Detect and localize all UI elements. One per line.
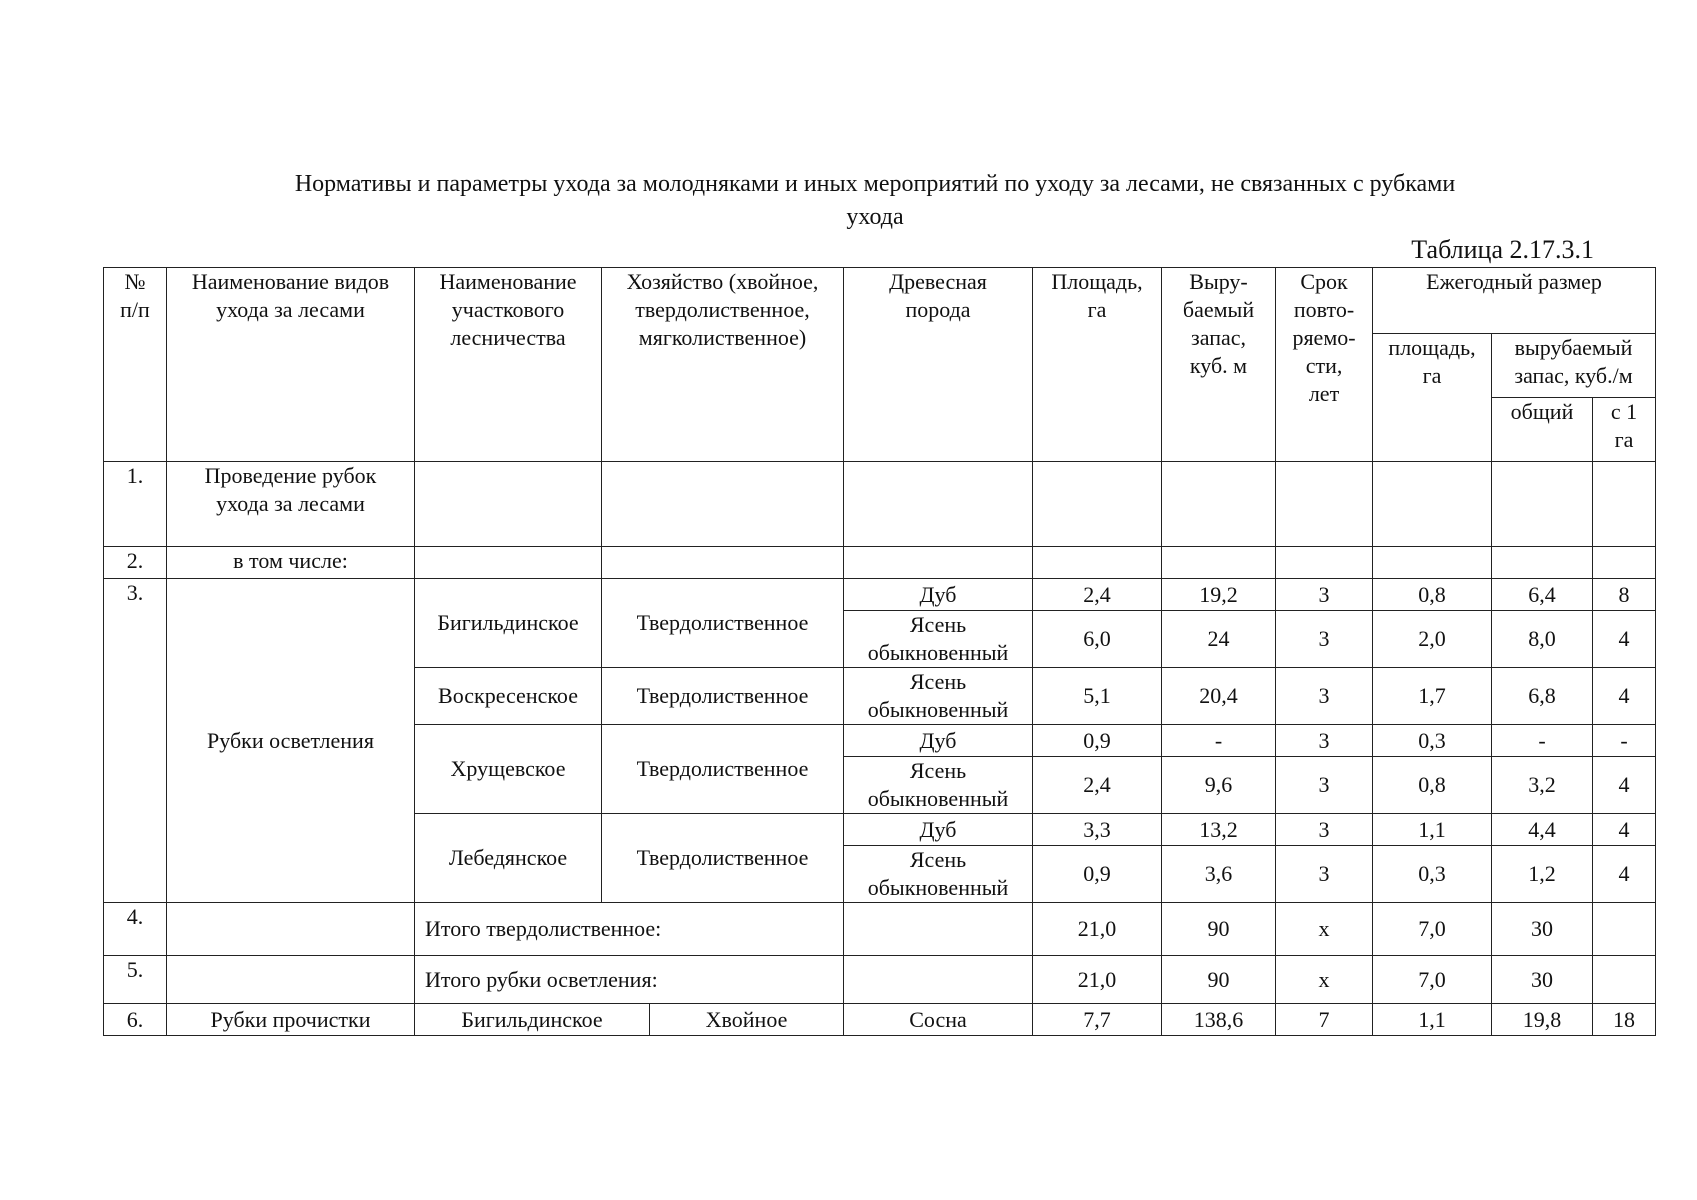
annual-total-cell: 4,4 xyxy=(1492,814,1593,846)
annual-area-cell: 2,0 xyxy=(1373,611,1492,668)
annual-per-ha-cell: 4 xyxy=(1593,668,1656,725)
stock-cell: 19,2 xyxy=(1162,579,1276,611)
area-cell: 3,3 xyxy=(1033,814,1162,846)
annual-area-cell: 0,8 xyxy=(1373,579,1492,611)
header-species: Древесная порода xyxy=(844,268,1033,462)
species-cell: Сосна xyxy=(844,1004,1033,1036)
annual-total-cell: 30 xyxy=(1492,903,1593,956)
stock-cell: 9,6 xyxy=(1162,757,1276,814)
row-num: 2. xyxy=(104,547,167,579)
header-stock: Выру- баемый запас, куб. м xyxy=(1162,268,1276,462)
annual-area-cell: 7,0 xyxy=(1373,903,1492,956)
species-cell: Ясень обыкновенный xyxy=(844,846,1033,903)
forest-care-table xyxy=(103,267,1656,1036)
annual-area-cell: 0,3 xyxy=(1373,725,1492,757)
row-num: 1. xyxy=(104,462,167,547)
header-forestry: Наименование участкового лесничества xyxy=(415,268,602,462)
header-row xyxy=(104,268,1656,334)
farm-cell: Твердолиственное xyxy=(602,668,844,725)
stock-cell: 138,6 xyxy=(1162,1004,1276,1036)
forestry-cell: Хрущевское xyxy=(415,725,602,814)
row-kind: Проведение рубок ухода за лесами xyxy=(167,462,415,547)
annual-total-cell: 30 xyxy=(1492,956,1593,1004)
table-caption: Таблица 2.17.3.1 xyxy=(1411,235,1594,264)
area-cell: 2,4 xyxy=(1033,757,1162,814)
annual-area-cell: 0,8 xyxy=(1373,757,1492,814)
forestry-cell: Воскресенское xyxy=(415,668,602,725)
annual-area-cell: 1,1 xyxy=(1373,814,1492,846)
area-cell: 7,7 xyxy=(1033,1004,1162,1036)
annual-total-cell: 19,8 xyxy=(1492,1004,1593,1036)
header-per-ha: с 1 га xyxy=(1593,398,1656,462)
species-cell: Ясень обыкновенный xyxy=(844,757,1033,814)
period-cell: 3 xyxy=(1276,668,1373,725)
stock-cell: 90 xyxy=(1162,956,1276,1004)
period-cell: x xyxy=(1276,903,1373,956)
total-label: Итого рубки осветления: xyxy=(415,956,844,1004)
table-row xyxy=(104,903,1656,956)
annual-per-ha-cell: 4 xyxy=(1593,611,1656,668)
row-num: 4. xyxy=(104,903,167,956)
period-cell: 3 xyxy=(1276,846,1373,903)
annual-total-cell: 6,4 xyxy=(1492,579,1593,611)
annual-per-ha-cell: 4 xyxy=(1593,814,1656,846)
species-cell: Дуб xyxy=(844,579,1033,611)
period-cell: 3 xyxy=(1276,579,1373,611)
species-cell: Ясень обыкновенный xyxy=(844,668,1033,725)
farm-cell: Твердолиственное xyxy=(602,814,844,903)
period-cell: 3 xyxy=(1276,611,1373,668)
annual-area-cell: 0,3 xyxy=(1373,846,1492,903)
annual-per-ha-cell: 4 xyxy=(1593,757,1656,814)
table-row xyxy=(104,956,1656,1004)
species-cell: Ясень обыкновенный xyxy=(844,611,1033,668)
stock-cell: 13,2 xyxy=(1162,814,1276,846)
forestry-cell: Бигильдинское xyxy=(415,1004,650,1036)
farm-cell: Твердолиственное xyxy=(602,725,844,814)
table-row xyxy=(104,547,1656,579)
annual-total-cell: 6,8 xyxy=(1492,668,1593,725)
period-cell: 3 xyxy=(1276,814,1373,846)
annual-per-ha-cell: 4 xyxy=(1593,846,1656,903)
area-cell: 6,0 xyxy=(1033,611,1162,668)
header-period: Срок повто- ряемо- сти, лет xyxy=(1276,268,1373,462)
period-cell: x xyxy=(1276,956,1373,1004)
header-annual-area: площадь, га xyxy=(1373,334,1492,462)
area-cell: 2,4 xyxy=(1033,579,1162,611)
forestry-cell: Бигильдинское xyxy=(415,579,602,668)
farm-cell: Хвойное xyxy=(650,1004,844,1036)
area-cell: 5,1 xyxy=(1033,668,1162,725)
row-kind: Рубки осветления xyxy=(167,579,415,903)
title-line-1: Нормативы и параметры ухода за молодняками и иных мероприятий по уходу за лесами, не связанных с рубками xyxy=(294,171,1456,197)
row-num: 6. xyxy=(104,1004,167,1036)
annual-total-cell: - xyxy=(1492,725,1593,757)
annual-per-ha-cell: 18 xyxy=(1593,1004,1656,1036)
title-line-2: ухода xyxy=(846,204,904,230)
row-kind: Рубки прочистки xyxy=(167,1004,415,1036)
header-kind: Наименование видов ухода за лесами xyxy=(167,268,415,462)
annual-per-ha-cell: - xyxy=(1593,725,1656,757)
stock-cell: 24 xyxy=(1162,611,1276,668)
table-row xyxy=(104,579,1656,611)
area-cell: 21,0 xyxy=(1033,903,1162,956)
area-cell: 0,9 xyxy=(1033,846,1162,903)
annual-total-cell: 1,2 xyxy=(1492,846,1593,903)
annual-per-ha-cell: 8 xyxy=(1593,579,1656,611)
table-title xyxy=(150,168,1600,234)
area-cell: 21,0 xyxy=(1033,956,1162,1004)
farm-cell: Твердолиственное xyxy=(602,579,844,668)
annual-area-cell: 1,7 xyxy=(1373,668,1492,725)
annual-total-cell: 8,0 xyxy=(1492,611,1593,668)
annual-area-cell: 7,0 xyxy=(1373,956,1492,1004)
header-area: Площадь, га xyxy=(1033,268,1162,462)
row-num: 3. xyxy=(104,579,167,903)
header-farm: Хозяйство (хвойное, твердолиственное, мягколиственное) xyxy=(602,268,844,462)
header-annual-stock: вырубаемый запас, куб./м xyxy=(1492,334,1656,398)
row-kind: в том числе: xyxy=(167,547,415,579)
period-cell: 3 xyxy=(1276,757,1373,814)
header-num: № п/п xyxy=(104,268,167,462)
species-cell: Дуб xyxy=(844,725,1033,757)
header-annual: Ежегодный размер xyxy=(1373,268,1656,334)
area-cell: 0,9 xyxy=(1033,725,1162,757)
period-cell: 3 xyxy=(1276,725,1373,757)
stock-cell: 90 xyxy=(1162,903,1276,956)
table-row xyxy=(104,1004,1656,1036)
header-total: общий xyxy=(1492,398,1593,462)
subtotal-label: Итого твердолиственное: xyxy=(415,903,844,956)
stock-cell: - xyxy=(1162,725,1276,757)
stock-cell: 20,4 xyxy=(1162,668,1276,725)
period-cell: 7 xyxy=(1276,1004,1373,1036)
annual-area-cell: 1,1 xyxy=(1373,1004,1492,1036)
table-row xyxy=(104,462,1656,547)
forestry-cell: Лебедянское xyxy=(415,814,602,903)
annual-total-cell: 3,2 xyxy=(1492,757,1593,814)
stock-cell: 3,6 xyxy=(1162,846,1276,903)
row-num: 5. xyxy=(104,956,167,1004)
species-cell: Дуб xyxy=(844,814,1033,846)
